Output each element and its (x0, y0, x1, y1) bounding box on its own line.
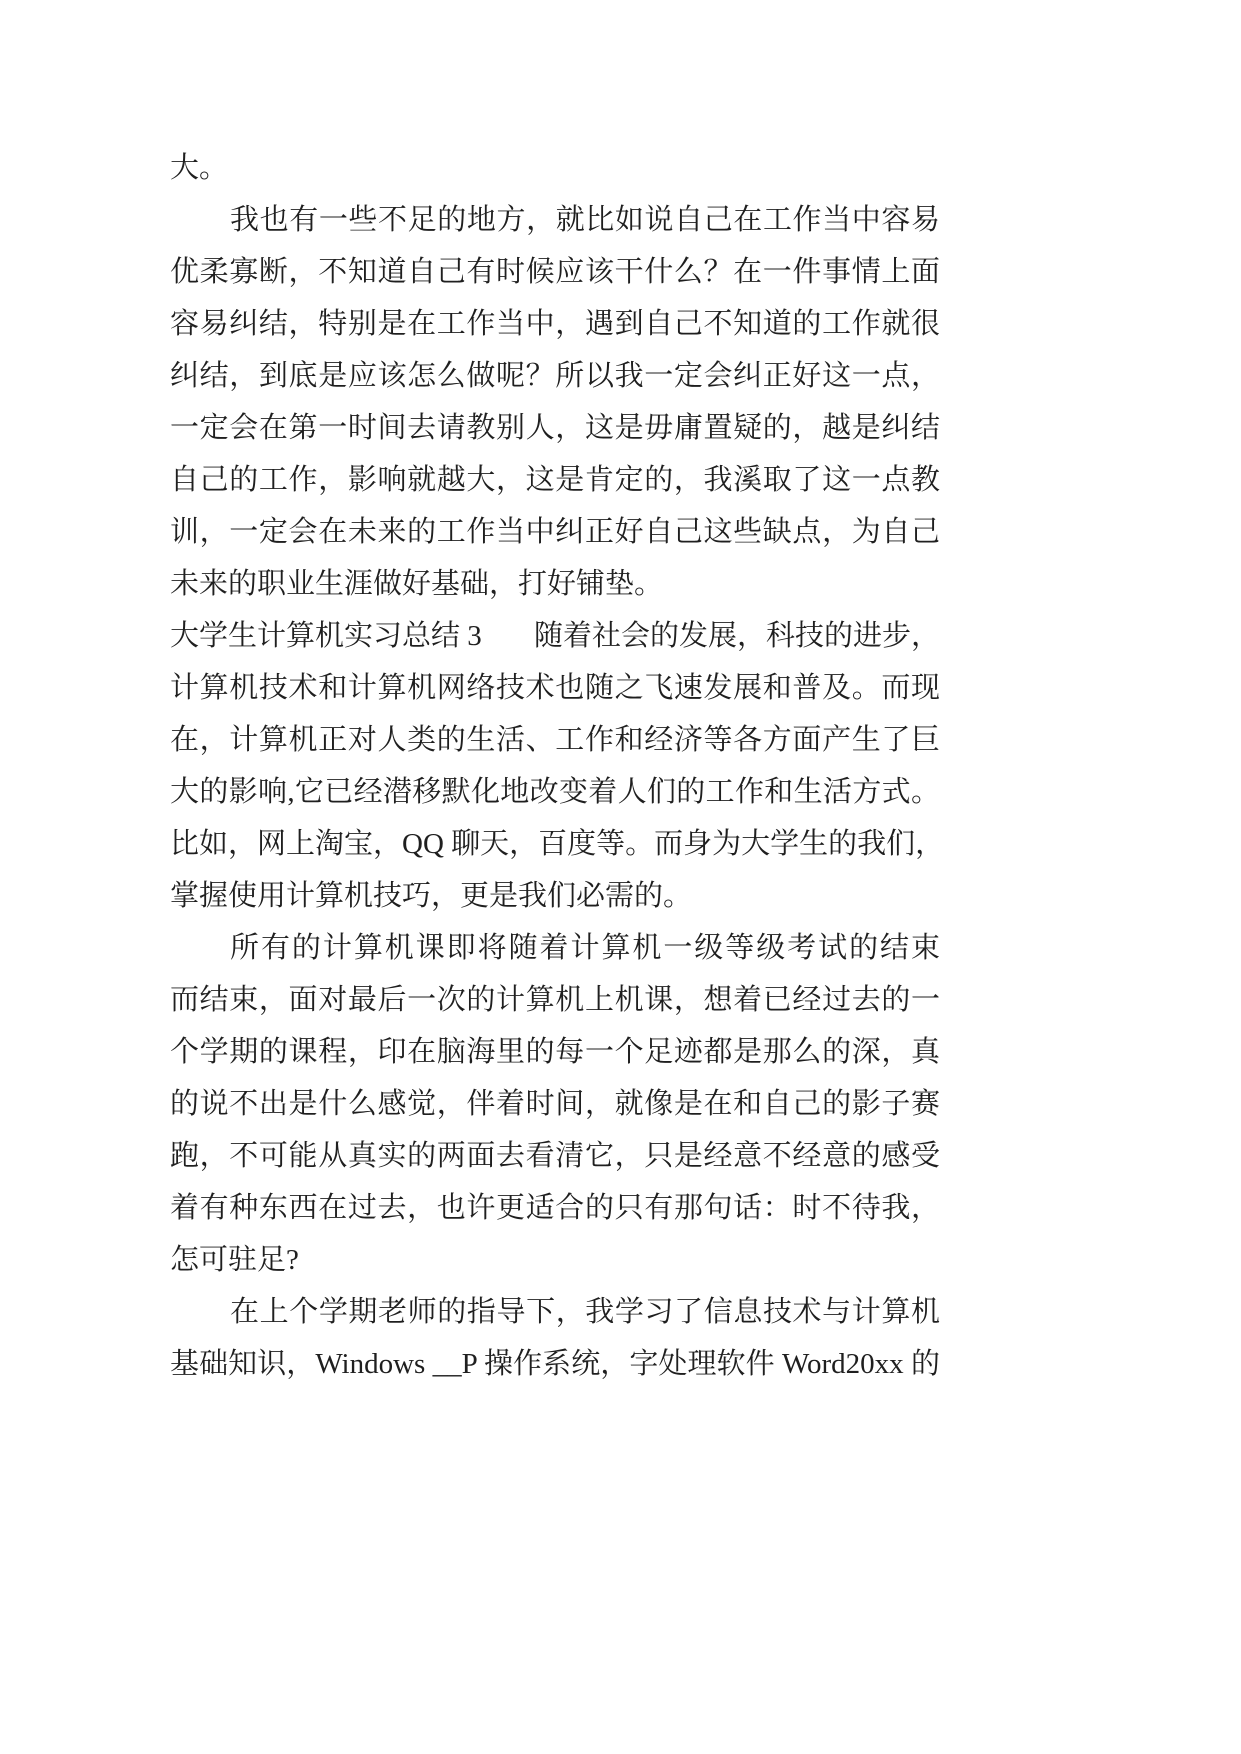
paragraph-line: 掌握使用计算机技巧，更是我们必需的。 (170, 880, 693, 912)
paragraph-line: 的说不出是什么感觉，伴着时间，就像是在和自己的影子赛 (170, 1088, 940, 1120)
paragraph-line: 着有种东西在过去，也许更适合的只有那句话：时不待我， (170, 1192, 940, 1224)
section-heading-line (170, 610, 940, 662)
paragraph-line: 而结束，面对最后一次的计算机上机课，想着已经过去的一 (170, 984, 940, 1016)
paragraph-line: 个学期的课程，印在脑海里的每一个足迹都是那么的深，真 (170, 1036, 940, 1068)
paragraph-line: 计算机技术和计算机网络技术也随之飞速发展和普及。而现 (170, 672, 940, 704)
paragraph-line: 训，一定会在未来的工作当中纠正好自己这些缺点，为自己 (170, 516, 940, 548)
paragraph-line: 我也有一些不足的地方，就比如说自己在工作当中容易 (230, 204, 940, 236)
paragraph-line: 在上个学期老师的指导下，我学习了信息技术与计算机 (230, 1296, 940, 1328)
paragraph-line: 未来的职业生涯做好基础，打好铺垫。 (170, 568, 664, 600)
paragraph-line: 在，计算机正对人类的生活、工作和经济等各方面产生了巨 (170, 724, 940, 756)
paragraph-line: 容易纠结，特别是在工作当中，遇到自己不知道的工作就很 (170, 308, 940, 340)
paragraph-line: 基础知识，Windows __P 操作系统，字处理软件 Word20xx 的 (170, 1348, 940, 1380)
paragraph-line: 所有的计算机课即将随着计算机一级等级考试的结束 (230, 932, 940, 964)
paragraph-line: 纠结，到底是应该怎么做呢？所以我一定会纠正好这一点， (170, 360, 940, 392)
body-text (170, 142, 945, 1390)
paragraph-line: 一定会在第一时间去请教别人，这是毋庸置疑的，越是纠结 (170, 412, 940, 444)
paragraph-line: 随着社会的发展，科技的进步， (533, 620, 940, 652)
paragraph-line: 比如，网上淘宝，QQ 聊天，百度等。而身为大学生的我们， (170, 828, 945, 860)
paragraph-line: 大。 (170, 152, 229, 184)
paragraph-line: 怎可驻足? (170, 1244, 299, 1276)
paragraph-line: 大的影响,它已经潜移默化地改变着人们的工作和生活方式。 (170, 776, 940, 808)
paragraph-line: 优柔寡断，不知道自己有时候应该干什么？在一件事情上面 (170, 256, 940, 288)
section-heading: 大学生计算机实习总结 3 (170, 620, 482, 652)
paragraph-line: 跑，不可能从真实的两面去看清它，只是经意不经意的感受 (170, 1140, 940, 1172)
paragraph-line: 自己的工作，影响就越大，这是肯定的，我溪取了这一点教 (170, 464, 940, 496)
